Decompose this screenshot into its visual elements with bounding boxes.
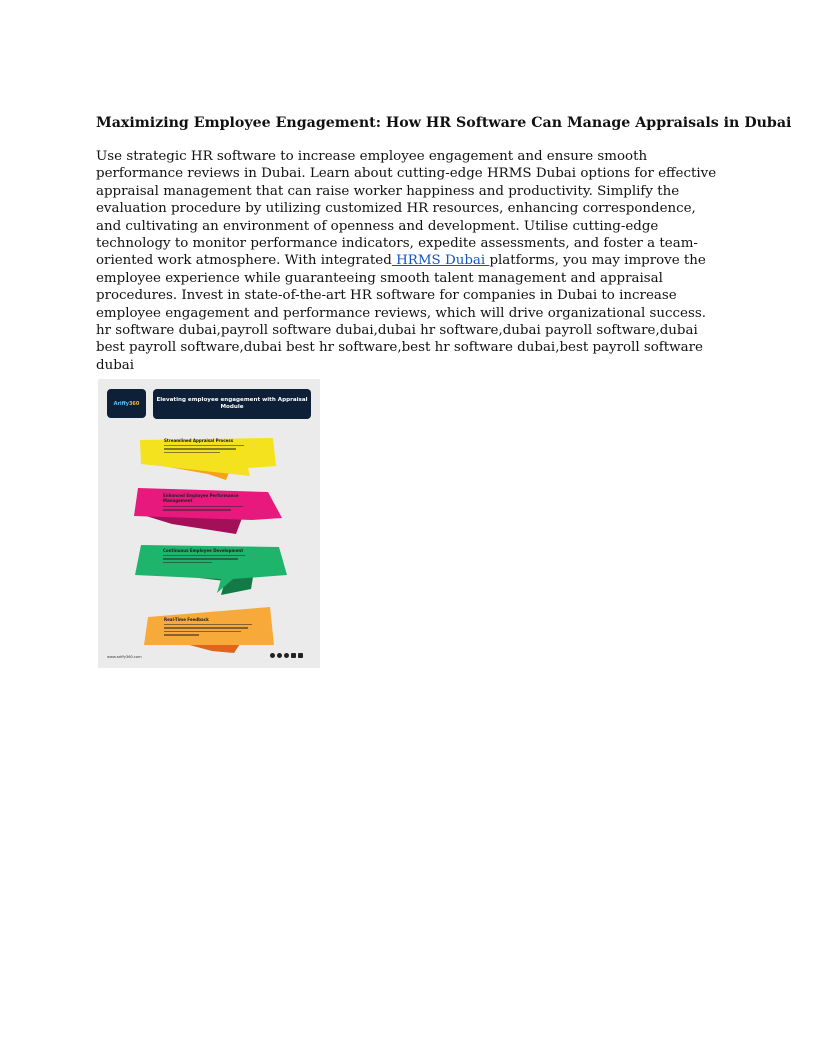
logo-text-primary: Ariffy [113,400,129,407]
ribbon-heading-3: Continuous Employee Development [163,548,244,553]
ribbon-text-lines-1 [164,445,244,455]
ribbon-heading-1: Streamlined Appraisal Process [164,438,234,443]
ribbon-shape-1 [138,436,278,484]
social-icons-row [270,653,303,658]
infographic-header [153,389,311,419]
facebook-icon [270,653,275,658]
infographic-website-url: www.ariffy360.com [107,655,142,659]
youtube-icon [298,653,303,658]
document-title: Maximizing Employee Engagement: How HR Software Can Manage Appraisals in Dubai [96,115,792,131]
ribbon-employee-development [133,543,288,597]
ribbon-text-lines-4 [164,624,252,638]
ribbon-text-lines-2 [163,506,243,513]
linkedin-icon [291,653,296,658]
twitter-icon [284,653,289,658]
ribbon-heading-2: Enhanced Employee Performance Management [163,493,239,503]
ribbon-text-lines-3 [163,555,245,565]
ribbon-appraisal-process [138,436,278,484]
infographic-header-text: Elevating employee engagement with Appraisal Module [156,397,308,410]
body-paragraph [96,148,724,322]
hrms-dubai-link[interactable]: HRMS Dubai [391,253,490,269]
logo-text-secondary: 360 [128,400,140,407]
document-body [96,113,792,374]
ribbon-heading-4: Real-Time Feedback [164,617,209,622]
ribbon-real-time-feedback [142,605,276,655]
appraisal-infographic-image [98,379,320,668]
ariffy360-logo [107,389,146,418]
paragraph-text-end: platforms, you may improve the employee experience while guaranteeing smooth talent management and appraisal procedures. Invest in state-of-the-art HR software for companies in Dubai to increase employee engagement and performance reviews, which will drive organizational success. [96,253,706,321]
paragraph-text-start: Use strategic HR software to increase employee engagement and ensure smooth performance reviews in Dubai. Learn about cutting-edge HRMS Dubai options for effective appraisal management that can raise worker happiness and productivity. Simplify the evaluation procedure by utilizing customized HR resources, enhancing correspondence, and cultivating an environment of openness and development. Utilise cutting-edge technology to monitor performance indicators, expedite assessments, and foster a team-oriented work atmosphere. With integrated [96,149,717,269]
ribbon-performance-management [132,486,284,536]
instagram-icon [277,653,282,658]
keywords-line: hr software dubai,payroll software dubai,dubai hr software,dubai payroll software,dubai best payroll software,dubai best hr software,best hr software dubai,best payroll software dubai [96,323,703,373]
